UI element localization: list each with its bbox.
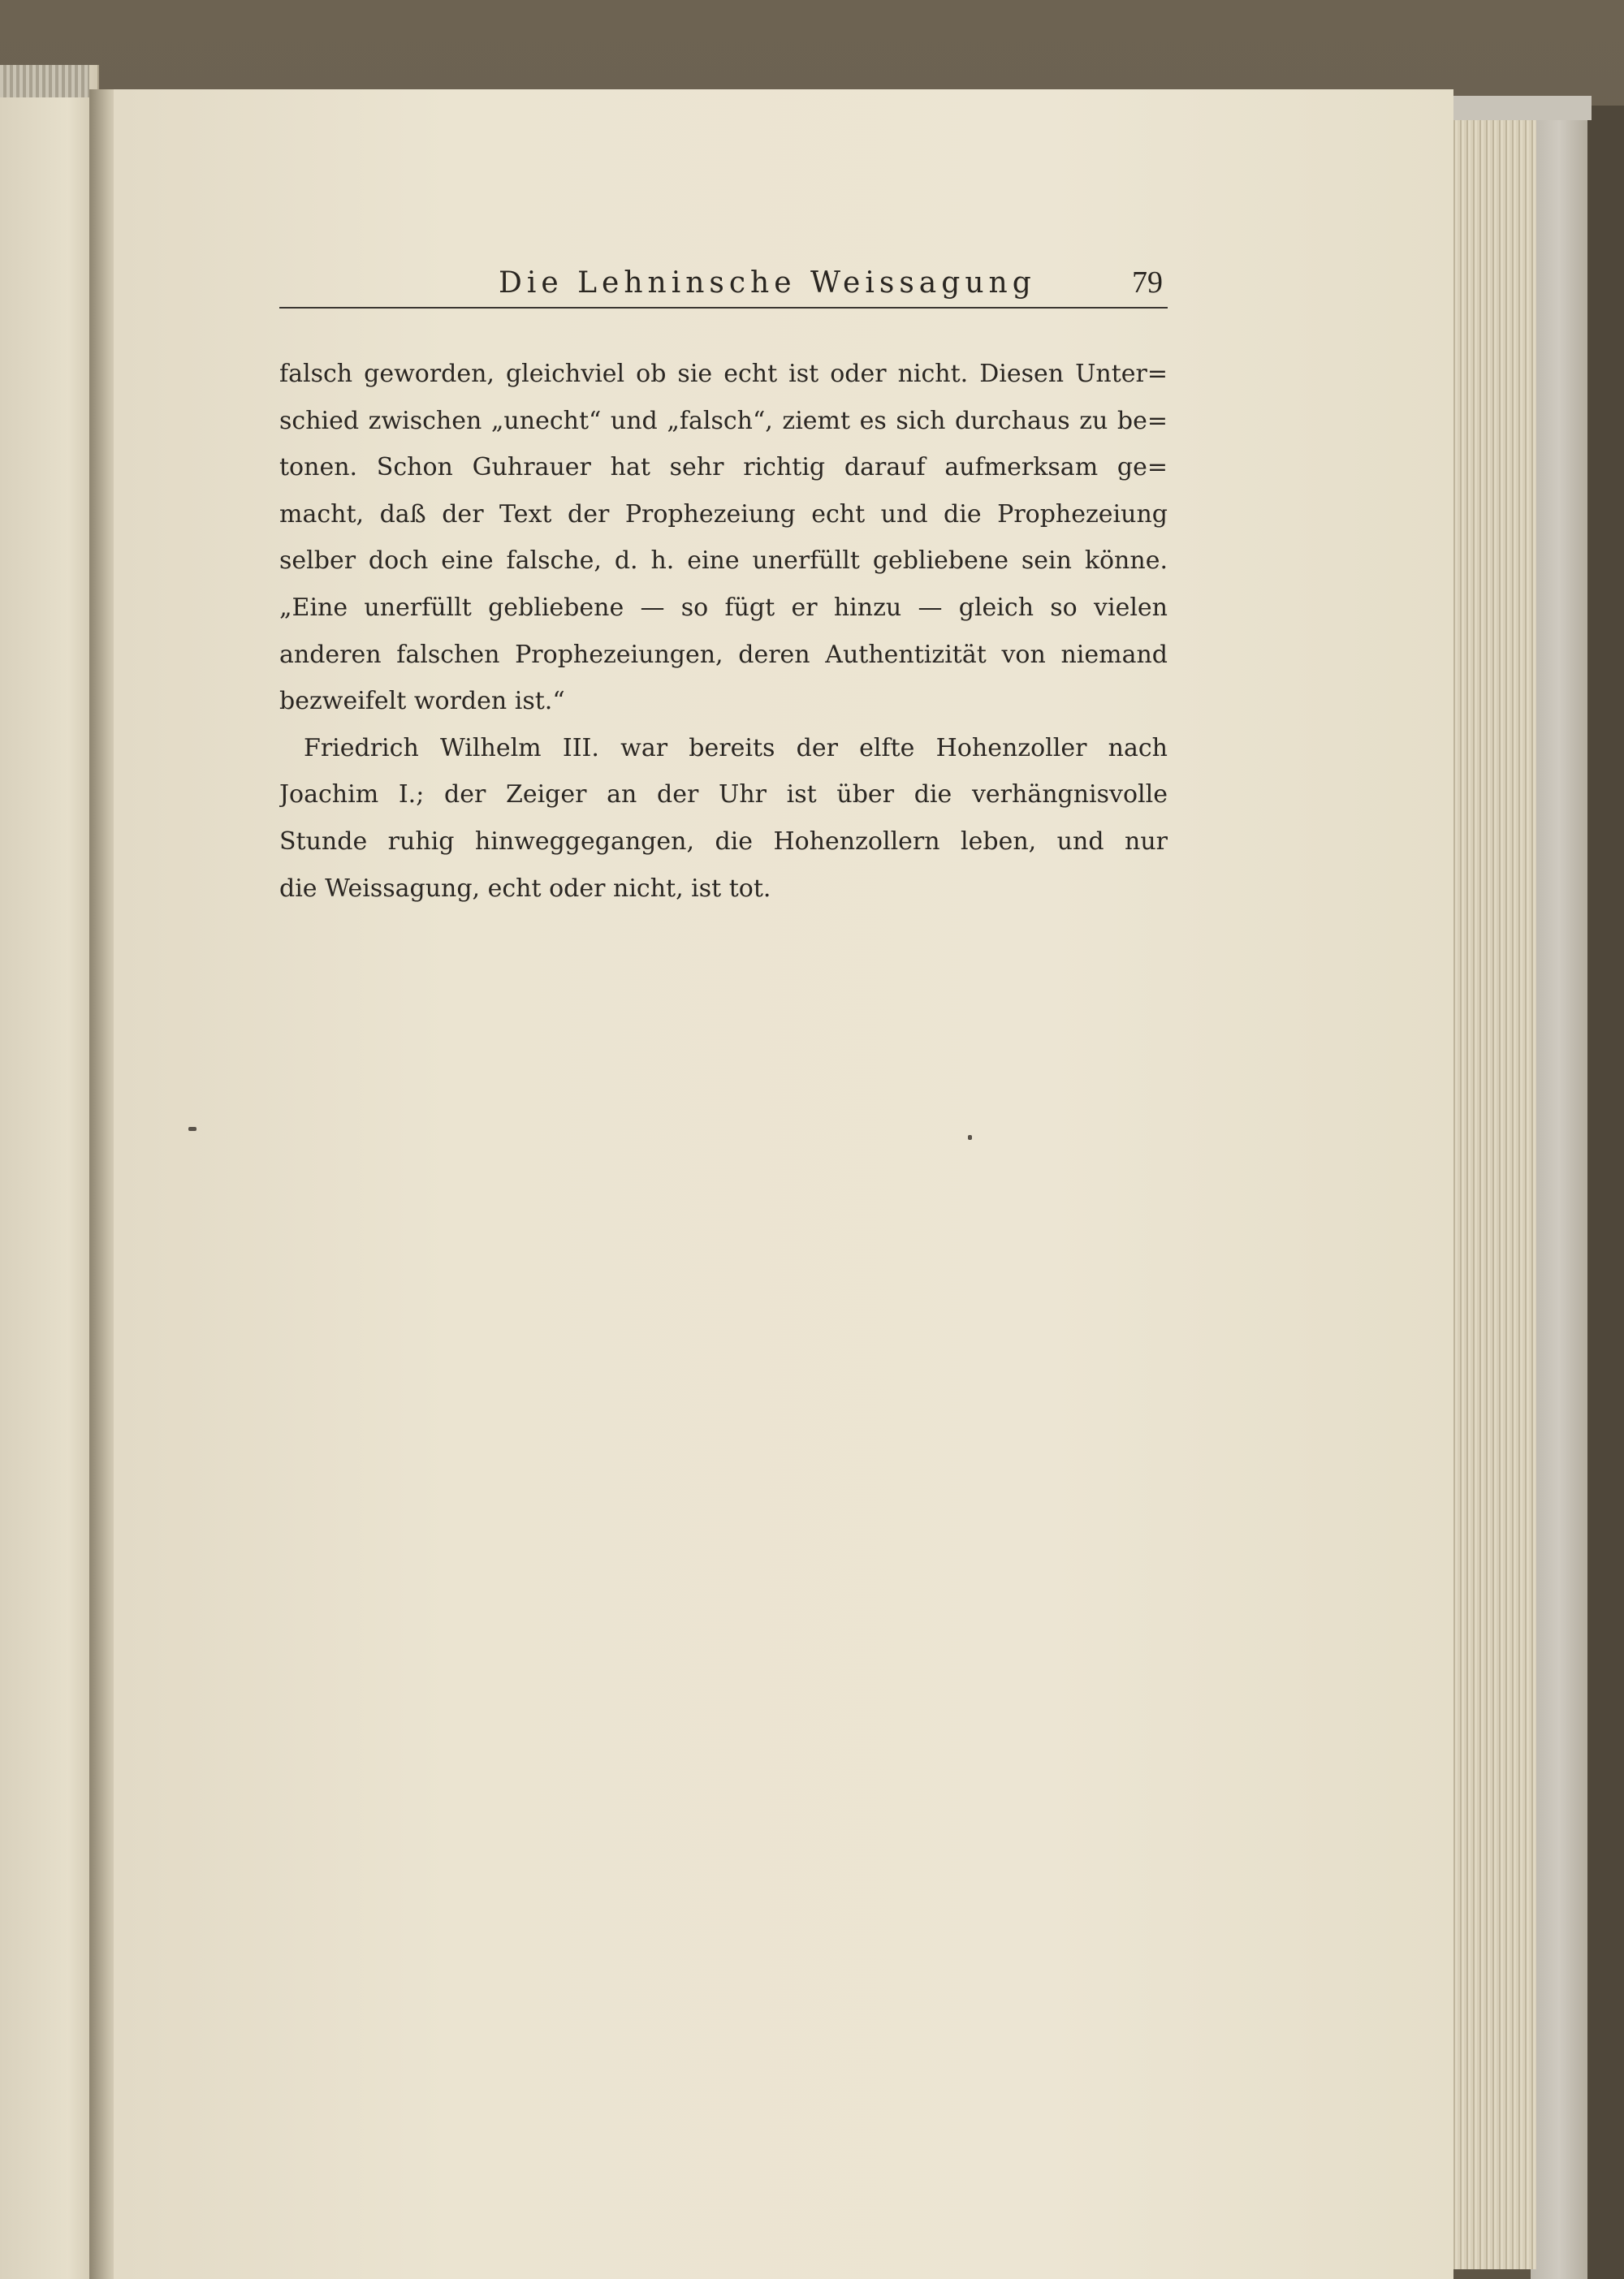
- text-line: Joachim I.; der Zeiger an der Uhr ist über die verhängnisvolle: [279, 780, 1168, 809]
- book-headband: [0, 65, 89, 97]
- stacked-page-edges: [1449, 101, 1536, 2269]
- text-line: macht, daß der Text der Prophezeiung echt und die Prophezeiung: [279, 499, 1168, 529]
- text-line: anderen falschen Prophezeiungen, deren Authentizität von niemand: [279, 640, 1168, 669]
- running-title: Die Lehninsche Weissagung: [499, 266, 1036, 300]
- body-text: [279, 351, 1168, 912]
- paragraph-start-line: Friedrich Wilhelm III. war bereits der elfte Hohenzoller nach: [304, 733, 1168, 762]
- text-line: Stunde ruhig hinweggegangen, die Hohenzollern leben, und nur: [279, 827, 1168, 856]
- paper-speck: [968, 1135, 972, 1140]
- book-cover-top-edge: [1453, 96, 1592, 120]
- text-line: „Eine unerfüllt gebliebene — so fügt er hinzu — gleich so vielen: [279, 593, 1168, 622]
- running-head: [279, 266, 1168, 309]
- text-line: bezweifelt worden ist.“: [279, 687, 565, 716]
- left-facing-page-edge: [0, 65, 99, 2279]
- background-right-strip: [1583, 106, 1624, 2279]
- text-line: die Weissagung, echt oder nicht, ist tot.: [279, 874, 771, 903]
- text-line: selber doch eine falsche, d. h. eine unerfüllt gebliebene sein könne.: [279, 546, 1168, 576]
- page-number: 79: [1132, 265, 1163, 300]
- book-cover-board: [1531, 106, 1587, 2279]
- text-line: tonen. Schon Guhrauer hat sehr richtig darauf aufmerksam ge=: [279, 453, 1168, 482]
- text-line: falsch geworden, gleichviel ob sie echt ist oder nicht. Diesen Unter=: [279, 360, 1168, 388]
- paper-speck: [188, 1127, 197, 1131]
- text-line: schied zwischen „unecht“ und „falsch“, ziemt es sich durchaus zu be=: [279, 406, 1168, 435]
